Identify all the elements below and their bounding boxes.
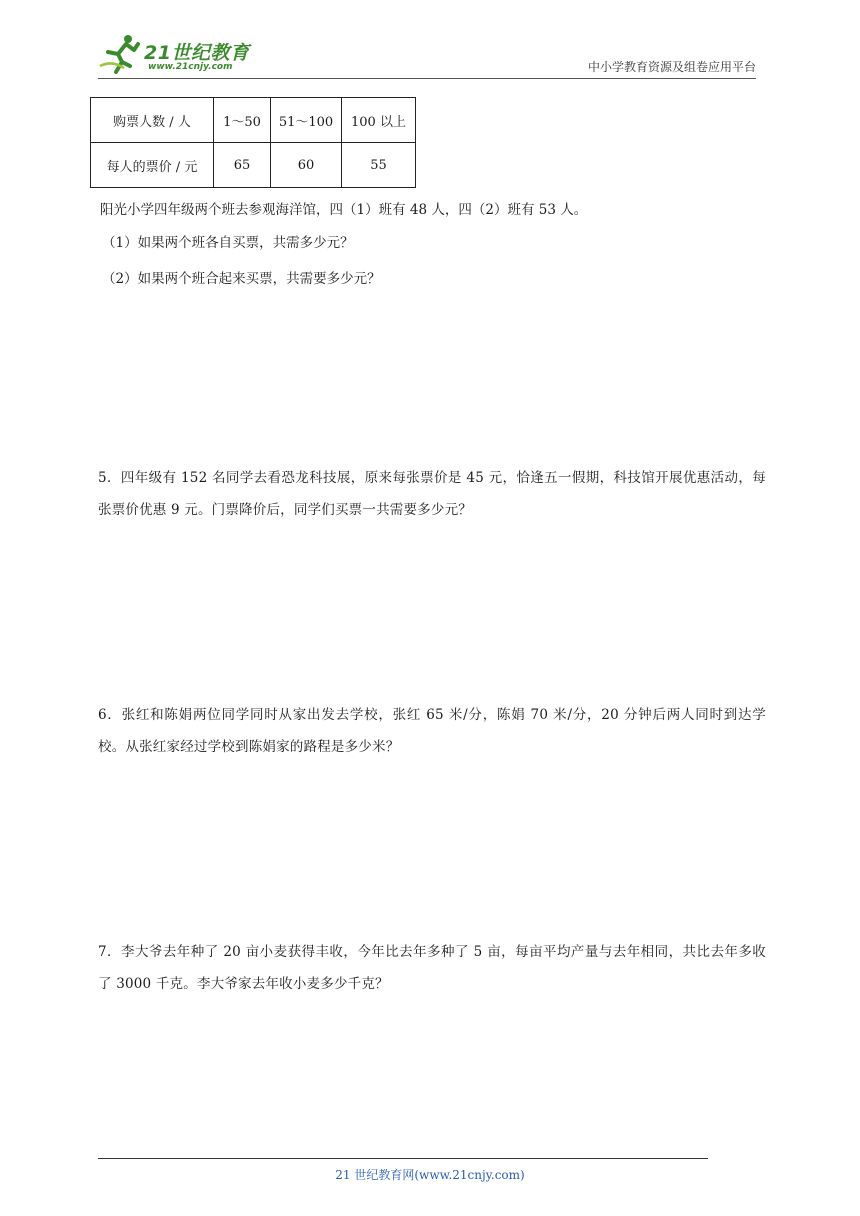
question-5: 5．四年级有 152 名同学去看恐龙科技展，原来每张票价是 45 元，恰逢五一假期，科技馆开展优惠活动，每张票价优惠 9 元。门票降价后，同学们买票一共需要多少元？ xyxy=(98,470,766,518)
table-cell: 55 xyxy=(342,143,416,188)
question-7: 7．李大爷去年种了 20 亩小麦获得丰收，今年比去年多种了 5 亩，每亩平均产量与去年相同，共比去年多收了 3000 千克。李大爷家去年收小麦多少千克？ xyxy=(98,944,766,992)
table-cell: 购票人数 / 人 xyxy=(91,98,214,143)
table-row xyxy=(91,143,416,188)
table-cell: 每人的票价 / 元 xyxy=(91,143,214,188)
question-4-part-1: （1）如果两个班各自买票，共需多少元？ xyxy=(102,235,354,251)
logo-text: 21世纪教育 xyxy=(144,42,250,64)
footer-divider xyxy=(98,1158,708,1159)
ticket-price-table xyxy=(90,97,416,188)
table-cell: 100 以上 xyxy=(342,98,416,143)
site-logo xyxy=(98,32,258,76)
table-cell: 65 xyxy=(214,143,271,188)
table-cell: 51～100 xyxy=(271,98,342,143)
table-cell: 1～50 xyxy=(214,98,271,143)
logo-url: www.21cnjy.com xyxy=(148,62,233,72)
page-footer: 21 世纪教育网(www.21cnjy.com) xyxy=(335,1168,525,1182)
table-cell: 60 xyxy=(271,143,342,188)
question-4-intro: 阳光小学四年级两个班去参观海洋馆，四（1）班有 48 人，四（2）班有 53 人。 xyxy=(100,202,588,218)
question-4-part-2: （2）如果两个班合起来买票，共需要多少元？ xyxy=(102,271,381,287)
table-row xyxy=(91,98,416,143)
platform-name: 中小学教育资源及组卷应用平台 xyxy=(587,60,756,74)
page-header xyxy=(98,30,756,79)
question-6: 6．张红和陈娟两位同学同时从家出发去学校，张红 65 米/分，陈娟 70 米/分，20 分钟后两人同时到达学校。从张红家经过学校到陈娟家的路程是多少米？ xyxy=(98,707,766,755)
runner-icon xyxy=(98,32,142,76)
